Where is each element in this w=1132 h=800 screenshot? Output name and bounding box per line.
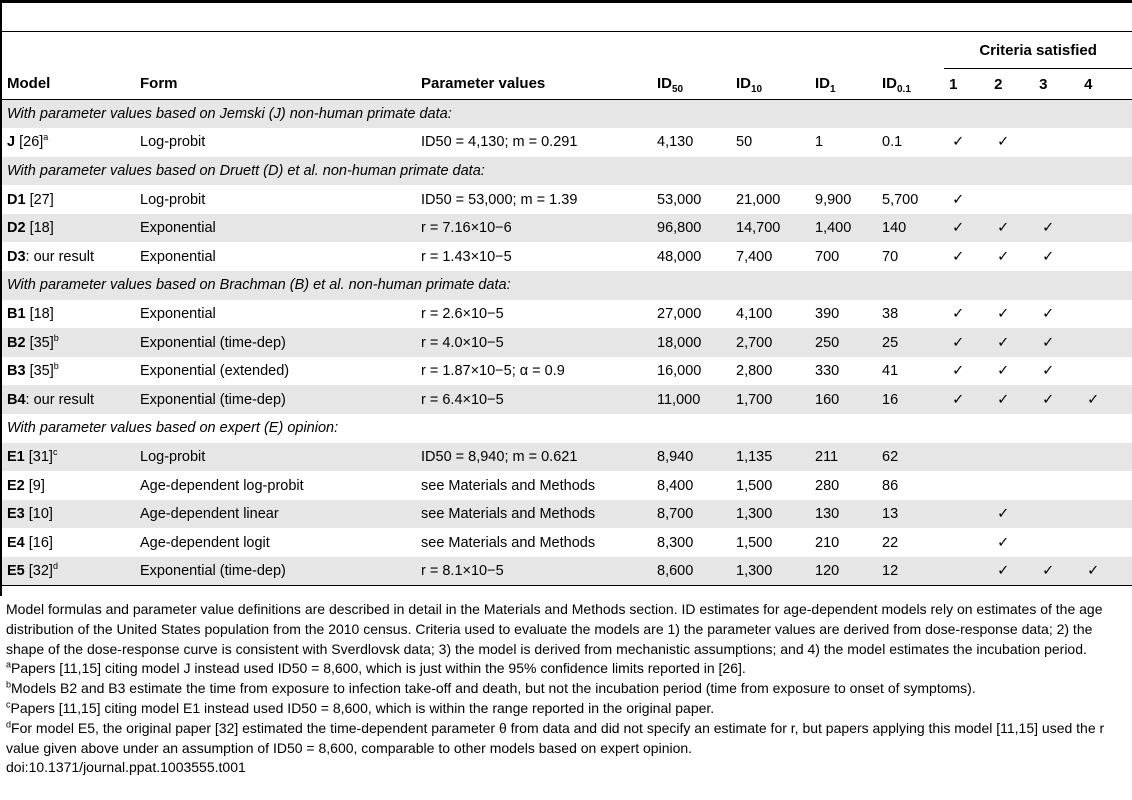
criterion-4-check: [1079, 128, 1132, 157]
models-table: [2, 31, 1132, 586]
table-row: [2, 500, 1132, 529]
model-cell: B1 [18]: [7, 305, 54, 322]
id01-cell: 86: [882, 477, 899, 494]
criterion-1-check: [944, 443, 989, 472]
table-row: [2, 214, 1132, 243]
form-cell: Log-probit: [140, 134, 206, 151]
parameter-cell: r = 1.43×10−5: [421, 248, 512, 265]
id01-cell: 13: [877, 500, 944, 529]
id01-cell: 22: [882, 534, 899, 551]
id10-cell: 1,300: [731, 557, 810, 586]
criterion-4-check: [1079, 357, 1132, 386]
criterion-2-check: [989, 471, 1034, 500]
table-row: [2, 128, 1132, 157]
col-header-parameter-values: Parameter values: [416, 69, 652, 100]
criterion-4-check: [1079, 214, 1132, 243]
model-cell: B2 $[35]^b$: [2, 328, 135, 357]
id1-cell: 1,400: [810, 214, 877, 243]
id1-cell: 280: [815, 477, 840, 494]
id10-cell: 1,700: [731, 385, 810, 414]
criteria-header-row: [2, 32, 1132, 69]
criterion-2-check: ✓: [989, 385, 1034, 414]
form-cell: Exponential (time-dep): [135, 385, 416, 414]
model-cell: E1 $[31]^c$: [2, 443, 135, 472]
model-cell: B4: our result: [2, 385, 135, 414]
criterion-1-check: ✓: [952, 363, 965, 380]
id50-cell: 96,800: [652, 214, 731, 243]
criterion-1-check: ✓: [944, 385, 989, 414]
criterion-3-check: [1034, 128, 1079, 157]
criterion-4-check: [1079, 300, 1132, 329]
criterion-1-check: [944, 528, 989, 557]
form-cell: Exponential: [140, 305, 216, 322]
criterion-2-check: ✓: [989, 214, 1034, 243]
parameter-cell: r = 1.87×10−5; α = 0.9: [421, 363, 565, 380]
criterion-4-check: [1079, 528, 1132, 557]
criterion-2-check: [989, 443, 1034, 472]
footnote-a: $^a$Papers [11,15] citing model J instead used ID50 = 8,600, which is just within the 95% confidence limits reported in [26].: [6, 659, 746, 677]
section-label: With parameter values based on Jemski (J) non-human primate data:: [2, 100, 1132, 129]
col-header-criterion-3: 3: [1034, 69, 1079, 100]
table-row: [2, 328, 1132, 357]
criterion-3-check: [1034, 528, 1079, 557]
table-footnotes: [6, 600, 1128, 778]
id1-cell: 130: [810, 500, 877, 529]
criterion-3-check: ✓: [1034, 557, 1079, 586]
criterion-1-check: ✓: [944, 214, 989, 243]
model-cell: E4 [16]: [7, 534, 53, 551]
parameter-cell: ID50 = 53,000; m = 1.39: [421, 191, 578, 208]
footnote-d: $^d$For model E5, the original paper [32] estimated the time-dependent parameter θ from data and did not specify an estimate for r, but papers applying this model [11,15] used the r value given above under an assumption of ID50 = 8,600, comparable to other models based on expert opinion.: [6, 719, 1105, 756]
criterion-2-check: ✓: [997, 134, 1010, 151]
id01-cell: 5,700: [882, 191, 919, 208]
criterion-3-check: [1034, 471, 1079, 500]
id01-cell: 16: [877, 385, 944, 414]
col-header-id1: $ID_1$: [810, 69, 877, 100]
form-cell: Age-dependent log-probit: [140, 477, 304, 494]
form-cell: Exponential: [135, 214, 416, 243]
model-cell: D2 [18]: [2, 214, 135, 243]
parameter-cell: see Materials and Methods: [421, 477, 596, 494]
id50-cell: 4,130: [657, 134, 694, 151]
id10-cell: 1,500: [736, 477, 773, 494]
col-header-criterion-2: 2: [989, 69, 1034, 100]
criterion-4-check: [1079, 500, 1132, 529]
criterion-1-check: [944, 500, 989, 529]
id1-cell: 120: [810, 557, 877, 586]
model-cell: D1 [27]: [7, 191, 54, 208]
criterion-1-check: [944, 471, 989, 500]
section-row: [2, 271, 1132, 300]
id10-cell: 2,700: [731, 328, 810, 357]
id50-cell: 16,000: [657, 363, 702, 380]
model-cell: B3 $[35]^b$: [7, 361, 59, 380]
criterion-1-check: [944, 557, 989, 586]
col-header-id10: $ID_{10}$: [731, 69, 810, 100]
criterion-3-check: ✓: [1034, 214, 1079, 243]
criterion-4-check: [1079, 328, 1132, 357]
footnote-b: $^b$Models B2 and B3 estimate the time from exposure to infection take-off and death, but not the incubation period (time from exposure to onset of symptoms).: [6, 679, 976, 697]
section-label: With parameter values based on Brachman (B) et al. non-human primate data:: [2, 271, 1132, 300]
form-cell: Exponential (time-dep): [135, 328, 416, 357]
parameter-cell: see Materials and Methods: [421, 534, 596, 551]
id10-cell: 50: [736, 134, 753, 151]
parameter-cell: r = 6.4×10−5: [416, 385, 652, 414]
id50-cell: 48,000: [657, 248, 702, 265]
criterion-3-check: ✓: [1034, 328, 1079, 357]
table-row: [2, 242, 1132, 271]
col-header-form: Form: [135, 69, 416, 100]
id1-cell: 330: [815, 363, 840, 380]
id1-cell: 1: [815, 134, 824, 151]
id1-cell: 210: [815, 534, 840, 551]
criterion-2-check: ✓: [989, 500, 1034, 529]
id1-cell: 390: [815, 305, 840, 322]
form-cell: Age-dependent logit: [140, 534, 270, 551]
table-row: [2, 443, 1132, 472]
criterion-2-check: ✓: [997, 248, 1010, 265]
id50-cell: 8,300: [657, 534, 694, 551]
id1-cell: 250: [810, 328, 877, 357]
parameter-cell: r = 2.6×10−5: [421, 305, 504, 322]
criterion-4-check: ✓: [1079, 385, 1132, 414]
id50-cell: 53,000: [657, 191, 702, 208]
criterion-4-check: [1079, 443, 1132, 472]
table-row: [2, 300, 1132, 329]
model-cell: D3: our result: [7, 248, 95, 265]
table-row: [2, 185, 1132, 214]
doi: doi:10.1371/journal.ppat.1003555.t001: [6, 759, 246, 776]
model-cell: J $[26]^a$: [7, 132, 49, 151]
id50-cell: 18,000: [652, 328, 731, 357]
table-row: [2, 357, 1132, 386]
parameter-cell: r = 8.1×10−5: [416, 557, 652, 586]
parameter-cell: ID50 = 4,130; m = 0.291: [421, 134, 578, 151]
criterion-1-check: ✓: [944, 328, 989, 357]
criterion-4-check: [1079, 242, 1132, 271]
form-cell: Exponential (time-dep): [135, 557, 416, 586]
criterion-2-check: ✓: [997, 363, 1010, 380]
id10-cell: 2,800: [736, 363, 773, 380]
footnote-main: Model formulas and parameter value definitions are described in detail in the Materials and Methods section. ID estimates for age-dependent models rely on estimates of the age distribution of the United States population from the 2010 census. Criteria used to evaluate the models are 1) the parameter values are derived from dose-response data; 2) the shape of the dose-response curve is consistent with Sverdlovsk data; 3) the model is derived from mechanistic assumptions; and 4) the model estimates the incubation period.: [6, 601, 1103, 657]
id01-cell: 0.1: [882, 134, 903, 151]
id01-cell: 70: [882, 248, 899, 265]
criterion-2-check: [989, 185, 1034, 214]
id01-cell: 62: [877, 443, 944, 472]
criterion-4-check: [1079, 471, 1132, 500]
col-header-model: Model: [2, 69, 135, 100]
col-header-criterion-1: 1: [944, 69, 989, 100]
parameter-cell: see Materials and Methods: [416, 500, 652, 529]
id10-cell: 21,000: [736, 191, 781, 208]
criterion-3-check: [1034, 185, 1079, 214]
col-header-id01: $ID_{0.1}$: [877, 69, 944, 100]
column-header-row: [2, 69, 1132, 100]
id01-cell: 140: [877, 214, 944, 243]
criterion-1-check: ✓: [952, 248, 965, 265]
section-row: [2, 157, 1132, 186]
criterion-2-check: ✓: [989, 557, 1034, 586]
id10-cell: 1,135: [731, 443, 810, 472]
criterion-1-check: ✓: [952, 305, 965, 322]
section-row: [2, 100, 1132, 129]
criterion-4-check: ✓: [1079, 557, 1132, 586]
model-cell: E2 [9]: [7, 477, 45, 494]
criterion-2-check: ✓: [997, 534, 1010, 551]
criterion-3-check: ✓: [1042, 248, 1055, 265]
id1-cell: 700: [815, 248, 840, 265]
id50-cell: 27,000: [657, 305, 702, 322]
id50-cell: 8,400: [657, 477, 694, 494]
id50-cell: 8,940: [652, 443, 731, 472]
id10-cell: 14,700: [731, 214, 810, 243]
top-rule: [0, 0, 1132, 3]
criteria-satisfied-label: Criteria satisfied: [944, 32, 1132, 69]
id10-cell: 1,500: [736, 534, 773, 551]
id01-cell: 12: [877, 557, 944, 586]
model-cell: E3 [10]: [2, 500, 135, 529]
id50-cell: 8,600: [652, 557, 731, 586]
section-label: With parameter values based on expert (E) opinion:: [7, 420, 339, 437]
id1-cell: 9,900: [815, 191, 852, 208]
id50-cell: 8,700: [652, 500, 731, 529]
id10-cell: 1,300: [731, 500, 810, 529]
parameter-cell: r = 7.16×10−6: [416, 214, 652, 243]
id50-cell: 11,000: [652, 385, 731, 414]
parameter-cell: ID50 = 8,940; m = 0.621: [416, 443, 652, 472]
id10-cell: 7,400: [736, 248, 773, 265]
criterion-4-check: [1079, 185, 1132, 214]
form-cell: Log-probit: [140, 191, 206, 208]
parameter-cell: r = 4.0×10−5: [416, 328, 652, 357]
table-row: [2, 557, 1132, 586]
section-row: [2, 414, 1132, 443]
id01-cell: 41: [882, 363, 899, 380]
criterion-1-check: ✓: [952, 191, 965, 208]
criterion-3-check: [1034, 500, 1079, 529]
criterion-3-check: [1034, 443, 1079, 472]
form-cell: Log-probit: [135, 443, 416, 472]
footnote-c: $^c$Papers [11,15] citing model E1 instead used ID50 = 8,600, which is within the range reported in the original paper.: [6, 699, 715, 716]
table-row: [2, 471, 1132, 500]
criterion-1-check: ✓: [952, 134, 965, 151]
criterion-3-check: ✓: [1034, 385, 1079, 414]
col-header-id50: $ID_{50}$: [652, 69, 731, 100]
section-label: With parameter values based on Druett (D) et al. non-human primate data:: [2, 157, 1132, 186]
form-cell: Age-dependent linear: [135, 500, 416, 529]
model-cell: E5 $[32]^d$: [2, 557, 135, 586]
col-header-criterion-4: 4: [1079, 69, 1132, 100]
form-cell: Exponential (extended): [140, 363, 290, 380]
criterion-2-check: ✓: [989, 328, 1034, 357]
criterion-2-check: ✓: [997, 305, 1010, 322]
table-row: [2, 385, 1132, 414]
id10-cell: 4,100: [736, 305, 773, 322]
criterion-3-check: ✓: [1042, 363, 1055, 380]
id1-cell: 211: [810, 443, 877, 472]
criterion-3-check: ✓: [1042, 305, 1055, 322]
id1-cell: 160: [810, 385, 877, 414]
id01-cell: 38: [882, 305, 899, 322]
id01-cell: 25: [877, 328, 944, 357]
form-cell: Exponential: [140, 248, 216, 265]
table-row: [2, 528, 1132, 557]
